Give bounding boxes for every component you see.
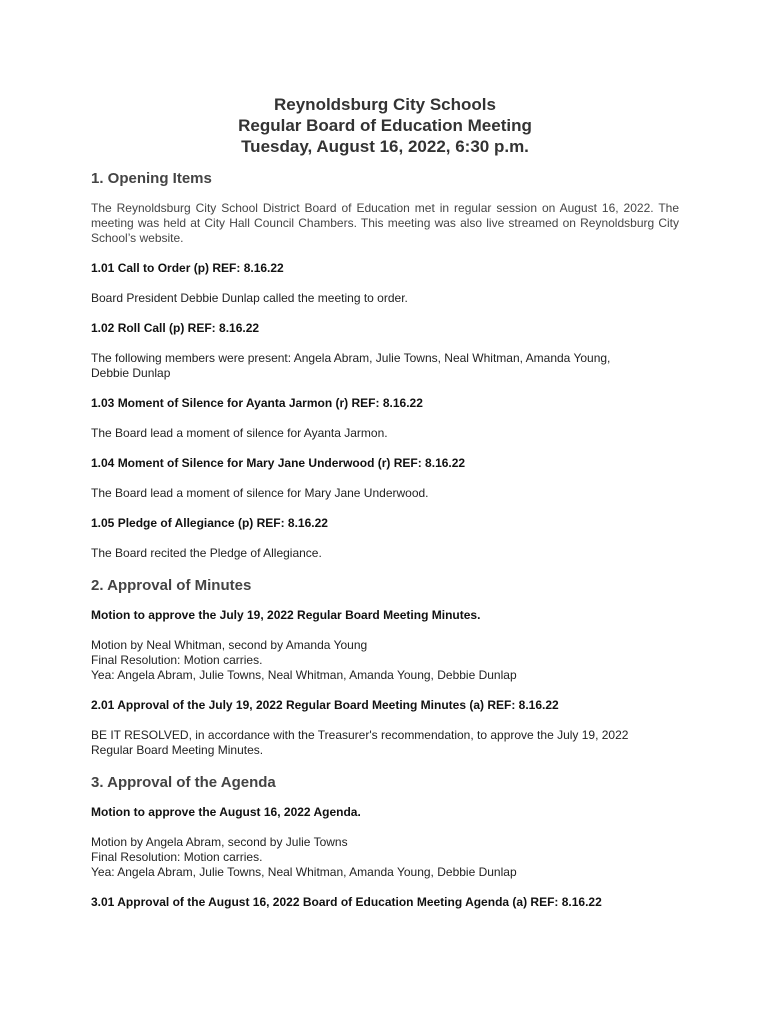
- roll-call-line-1: The following members were present: Angela Abram, Julie Towns, Neal Whitman, Amanda Young,: [91, 351, 611, 365]
- motion-agenda: Motion to approve the August 16, 2022 Agenda.: [91, 805, 361, 819]
- motion-minutes-details: [91, 638, 679, 683]
- motion-agenda-yea: Yea: Angela Abram, Julie Towns, Neal Whitman, Amanda Young, Debbie Dunlap: [91, 865, 517, 879]
- roll-call-line-2: Debbie Dunlap: [91, 366, 171, 380]
- item-text-roll-call: [91, 351, 679, 381]
- motion-agenda-details: [91, 835, 679, 880]
- motion-minutes-by: Motion by Neal Whitman, second by Amanda Young: [91, 638, 368, 652]
- item-heading-minutes-approval: 2.01 Approval of the July 19, 2022 Regular Board Meeting Minutes (a) REF: 8.16.22: [91, 698, 559, 712]
- opening-intro: The Reynoldsburg City School District Board of Education met in regular session on August 16, 2022. The meeting was held at City Hall Council Chambers. This meeting was also live streamed on Reynoldsburg City School’s website.: [91, 201, 679, 245]
- item-text-silence-underwood: The Board lead a moment of silence for Mary Jane Underwood.: [91, 486, 429, 500]
- motion-agenda-resolution: Final Resolution: Motion carries.: [91, 850, 263, 864]
- item-text-call-to-order: Board President Debbie Dunlap called the meeting to order.: [91, 291, 408, 305]
- title-meeting: Regular Board of Education Meeting: [238, 116, 532, 135]
- item-heading-roll-call: 1.02 Roll Call (p) REF: 8.16.22: [91, 321, 260, 335]
- minutes-approval-line-1: BE IT RESOLVED, in accordance with the Treasurer's recommendation, to approve the July 19, 2022: [91, 728, 629, 742]
- document-title: [91, 94, 679, 157]
- minutes-approval-line-2: Regular Board Meeting Minutes.: [91, 743, 264, 757]
- item-heading-pledge: 1.05 Pledge of Allegiance (p) REF: 8.16.22: [91, 516, 328, 530]
- item-heading-silence-jarmon: 1.03 Moment of Silence for Ayanta Jarmon (r) REF: 8.16.22: [91, 396, 423, 410]
- item-heading-silence-underwood: 1.04 Moment of Silence for Mary Jane Underwood (r) REF: 8.16.22: [91, 456, 466, 470]
- section-heading-approval-agenda: 3. Approval of the Agenda: [91, 774, 276, 791]
- motion-minutes-resolution: Final Resolution: Motion carries.: [91, 653, 263, 667]
- item-heading-agenda-approval: 3.01 Approval of the August 16, 2022 Board of Education Meeting Agenda (a) REF: 8.16.22: [91, 895, 602, 909]
- item-text-pledge: The Board recited the Pledge of Allegiance.: [91, 546, 322, 560]
- title-date: Tuesday, August 16, 2022, 6:30 p.m.: [241, 137, 529, 156]
- motion-agenda-by: Motion by Angela Abram, second by Julie Towns: [91, 835, 348, 849]
- document-page: [91, 94, 679, 925]
- motion-minutes-yea: Yea: Angela Abram, Julie Towns, Neal Whitman, Amanda Young, Debbie Dunlap: [91, 668, 517, 682]
- item-text-silence-jarmon: The Board lead a moment of silence for Ayanta Jarmon.: [91, 426, 388, 440]
- item-heading-call-to-order: 1.01 Call to Order (p) REF: 8.16.22: [91, 261, 284, 275]
- title-district: Reynoldsburg City Schools: [274, 95, 496, 114]
- section-heading-approval-minutes: 2. Approval of Minutes: [91, 577, 252, 594]
- section-heading-opening-items: 1. Opening Items: [91, 170, 212, 187]
- item-text-minutes-approval: [91, 728, 679, 758]
- motion-minutes: Motion to approve the July 19, 2022 Regular Board Meeting Minutes.: [91, 608, 481, 622]
